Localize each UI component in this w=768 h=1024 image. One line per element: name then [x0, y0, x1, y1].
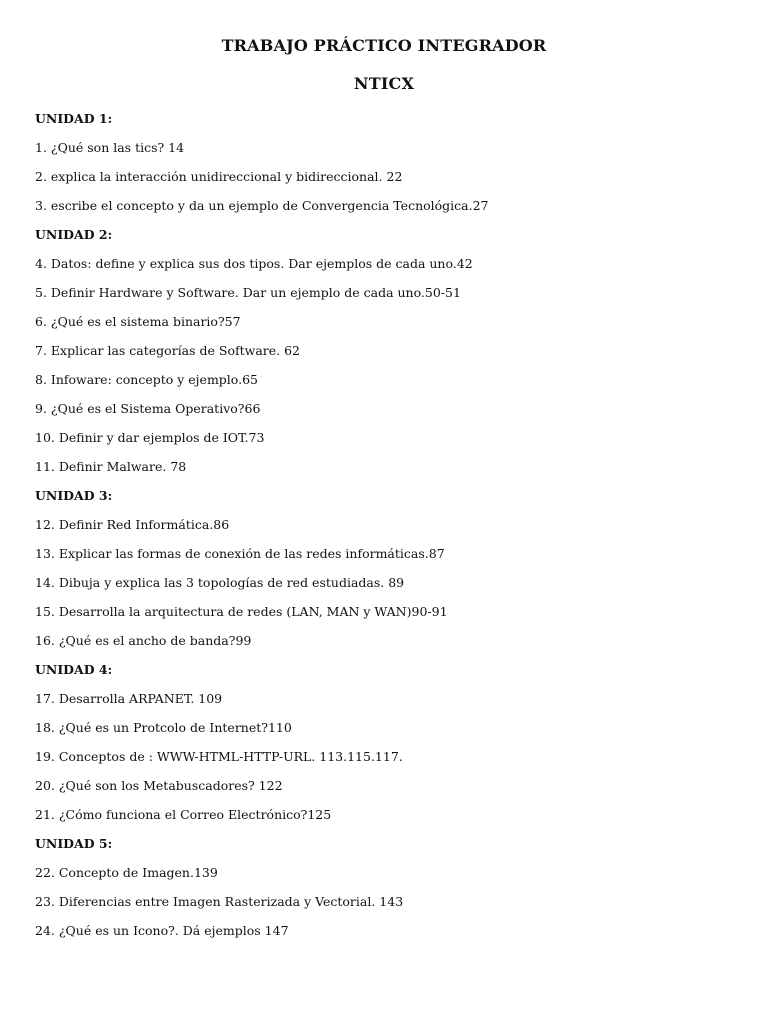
unit-heading: UNIDAD 1:: [35, 111, 113, 126]
question-item: 12. Definir Red Informática.86: [35, 517, 230, 532]
question-item: 1. ¿Qué son las tics? 14: [35, 140, 185, 155]
question-item: 18. ¿Qué es un Protcolo de Internet?110: [35, 720, 292, 735]
question-item: 14. Dibuja y explica las 3 topologías de red estudiadas. 89: [35, 575, 405, 590]
question-item: 8. Infoware: concepto y ejemplo.65: [35, 372, 258, 387]
question-item: 6. ¿Qué es el sistema binario?57: [35, 314, 241, 329]
question-item: 7. Explicar las categorías de Software. 62: [35, 343, 301, 358]
question-list: [35, 109, 735, 950]
unit-heading: UNIDAD 5:: [35, 836, 113, 851]
question-item: 3. escribe el concepto y da un ejemplo de Convergencia Tecnológica.27: [35, 198, 489, 213]
question-item: 5. Definir Hardware y Software. Dar un ejemplo de cada uno.50-51: [35, 285, 461, 300]
question-item: 23. Diferencias entre Imagen Rasterizada y Vectorial. 143: [35, 894, 404, 909]
document-title: TRABAJO PRÁCTICO INTEGRADOR: [221, 36, 547, 55]
unit-heading: UNIDAD 3:: [35, 488, 113, 503]
question-item: 10. Definir y dar ejemplos de IOT.73: [35, 430, 265, 445]
question-item: 9. ¿Qué es el Sistema Operativo?66: [35, 401, 261, 416]
question-item: 21. ¿Cómo funciona el Correo Electrónico?125: [35, 807, 332, 822]
question-item: 17. Desarrolla ARPANET. 109: [35, 691, 223, 706]
unit-heading: UNIDAD 2:: [35, 227, 113, 242]
question-item: 20. ¿Qué son los Metabuscadores? 122: [35, 778, 283, 793]
question-item: 19. Conceptos de : WWW-HTML-HTTP-URL. 113.115.117.: [35, 749, 403, 764]
question-item: 2. explica la interacción unidireccional y bidireccional. 22: [35, 169, 403, 184]
question-item: 24. ¿Qué es un Icono?. Dá ejemplos 147: [35, 923, 289, 938]
question-item: 13. Explicar las formas de conexión de las redes informáticas.87: [35, 546, 445, 561]
unit-heading: UNIDAD 4:: [35, 662, 113, 677]
question-item: 4. Datos: define y explica sus dos tipos. Dar ejemplos de cada uno.42: [35, 256, 473, 271]
question-item: 16. ¿Qué es el ancho de banda?99: [35, 633, 252, 648]
question-item: 22. Concepto de Imagen.139: [35, 865, 218, 880]
question-item: 11. Definir Malware. 78: [35, 459, 187, 474]
question-item: 15. Desarrolla la arquitectura de redes (LAN, MAN y WAN)90-91: [35, 604, 448, 619]
document-subtitle: NTICX: [353, 74, 415, 93]
